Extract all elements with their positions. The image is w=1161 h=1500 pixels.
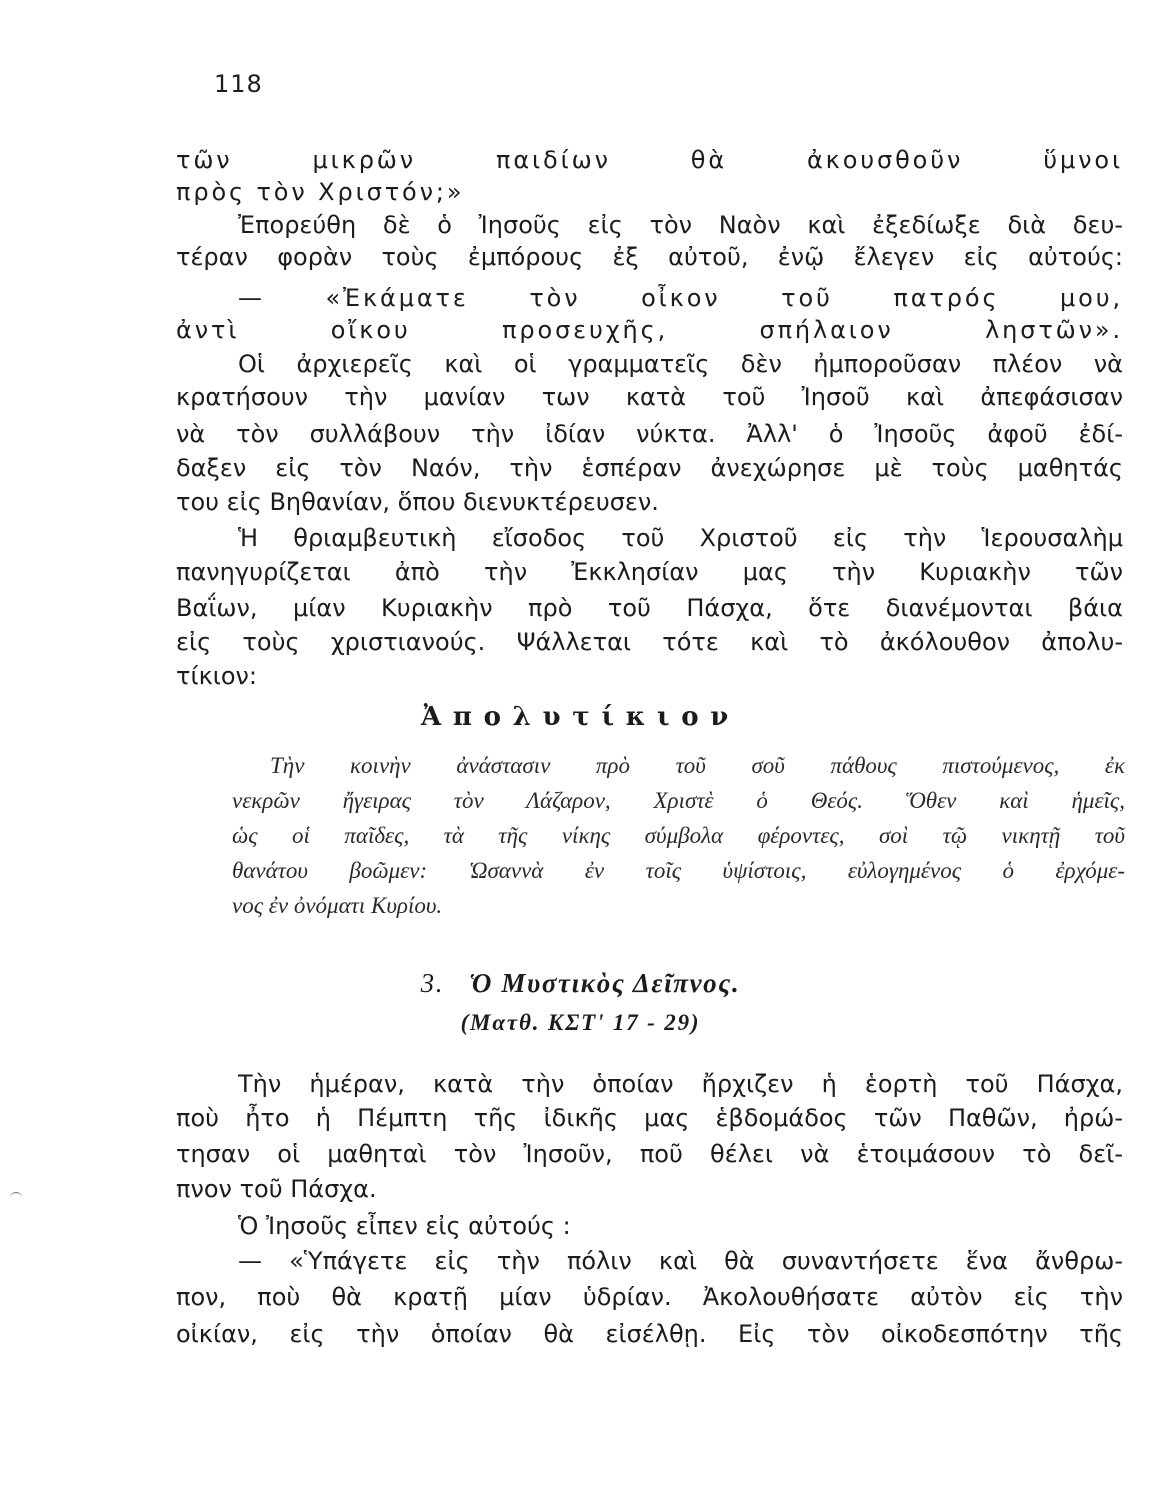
section-line: Τὴν ἡμέραν, κατὰ τὴν ὁποίαν ἤρχιζεν ἡ ἑορτὴ τοῦ Πάσχα,: [238, 1070, 1123, 1098]
body-line: δαξεν εἰς τὸν Ναόν, τὴν ἑσπέραν ἀνεχώρησε μὲ τοὺς μαθητάς: [176, 454, 1123, 482]
section-number: 3.: [420, 968, 445, 998]
section-line: Ὁ Ἰησοῦς εἶπεν εἰς αὐτούς :: [238, 1212, 571, 1240]
page-number: 118: [214, 70, 263, 98]
section-line: οἰκίαν, εἰς τὴν ὁποίαν θὰ εἰσέλθῃ. Εἰς τὸν οἰκοδεσπότην τῆς: [176, 1320, 1123, 1348]
body-line: Οἱ ἀρχιερεῖς καὶ οἱ γραμματεῖς δὲν ἠμποροῦσαν πλέον νὰ: [238, 350, 1123, 378]
hymn-line: νος ἐν ὀνόματι Κυρίου.: [232, 893, 443, 918]
body-line: τίκιον:: [176, 662, 258, 690]
body-line: — «Ἐκάματε τὸν οἶκον τοῦ πατρός μου,: [238, 284, 1123, 312]
section-line: τησαν οἱ μαθηταὶ τὸν Ἰησοῦν, ποῦ θέλει νὰ ἑτοιμάσουν τὸ δεῖ-: [176, 1140, 1123, 1168]
body-line: ἀντὶ οἴκου προσευχῆς, σπήλαιον ληστῶν».: [176, 316, 1123, 344]
apolytikion-heading: Ἀπολυτίκιον: [420, 702, 741, 732]
body-line: Βαΐων, μίαν Κυριακὴν πρὸ τοῦ Πάσχα, ὅτε διανέμονται βάια: [176, 594, 1123, 622]
hymn-line: Τὴν κοινὴν ἀνάστασιν πρὸ τοῦ σοῦ πάθους πιστούμενος, ἐκ: [270, 753, 1125, 778]
body-line: κρατήσουν τὴν μανίαν των κατὰ τοῦ Ἰησοῦ καὶ ἀπεφάσισαν: [176, 383, 1123, 411]
body-line: του εἰς Βηθανίαν, ὅπου διενυκτέρευσεν.: [176, 488, 659, 516]
hymn-line: ὡς οἱ παῖδες, τὰ τῆς νίκης σύμβολα φέροντες, σοὶ τῷ νικητῇ τοῦ: [232, 823, 1125, 848]
section-line: πνον τοῦ Πάσχα.: [176, 1175, 377, 1203]
body-line: Ἡ θριαμβευτικὴ εἴσοδος τοῦ Χριστοῦ εἰς τὴν Ἱερουσαλὴμ: [238, 524, 1123, 552]
body-line: πανηγυρίζεται ἀπὸ τὴν Ἐκκλησίαν μας τὴν Κυριακὴν τῶν: [176, 558, 1123, 586]
section-heading: [0, 968, 1161, 999]
section-line: πον, ποὺ θὰ κρατῇ μίαν ὑδρίαν. Ἀκολουθήσατε αὐτὸν εἰς τὴν: [176, 1283, 1123, 1311]
margin-mark: [10, 1192, 22, 1201]
body-line: νὰ τὸν συλλάβουν τὴν ἰδίαν νύκτα. Ἀλλ' ὁ Ἰησοῦς ἀφοῦ ἐδί-: [176, 420, 1123, 448]
section-title: Ὁ Μυστικὸς Δεῖπνος.: [469, 968, 741, 998]
body-line: τῶν μικρῶν παιδίων θὰ ἀκουσθοῦν ὕμνοι: [176, 146, 1123, 174]
body-line: τέραν φορὰν τοὺς ἐμπόρους ἐξ αὐτοῦ, ἐνῷ ἔλεγεν εἰς αὐτούς:: [176, 243, 1123, 271]
hymn-line: νεκρῶν ἤγειρας τὸν Λάζαρον, Χριστὲ ὁ Θεός. Ὅθεν καὶ ἡμεῖς,: [232, 788, 1125, 813]
section-line: — «Ὑπάγετε εἰς τὴν πόλιν καὶ θὰ συναντήσετε ἕνα ἄνθρω-: [238, 1247, 1123, 1275]
body-line: Ἐπορεύθη δὲ ὁ Ἰησοῦς εἰς τὸν Ναὸν καὶ ἐξεδίωξε διὰ δευ-: [238, 211, 1123, 239]
hymn-line: θανάτου βοῶμεν: Ὡσαννὰ ἐν τοῖς ὑψίστοις, εὐλογημένος ὁ ἐρχόμε-: [232, 858, 1125, 883]
section-line: ποὺ ἦτο ἡ Πέμπτη τῆς ἰδικῆς μας ἑβδομάδος τῶν Παθῶν, ἠρώ-: [176, 1104, 1123, 1132]
section-reference: (Ματθ. ΚΣΤ' 17 - 29): [460, 1010, 701, 1035]
body-line: πρὸς τὸν Χριστόν;»: [176, 178, 465, 206]
body-line: εἰς τοὺς χριστιανούς. Ψάλλεται τότε καὶ τὸ ἀκόλουθον ἀπολυ-: [176, 628, 1123, 656]
